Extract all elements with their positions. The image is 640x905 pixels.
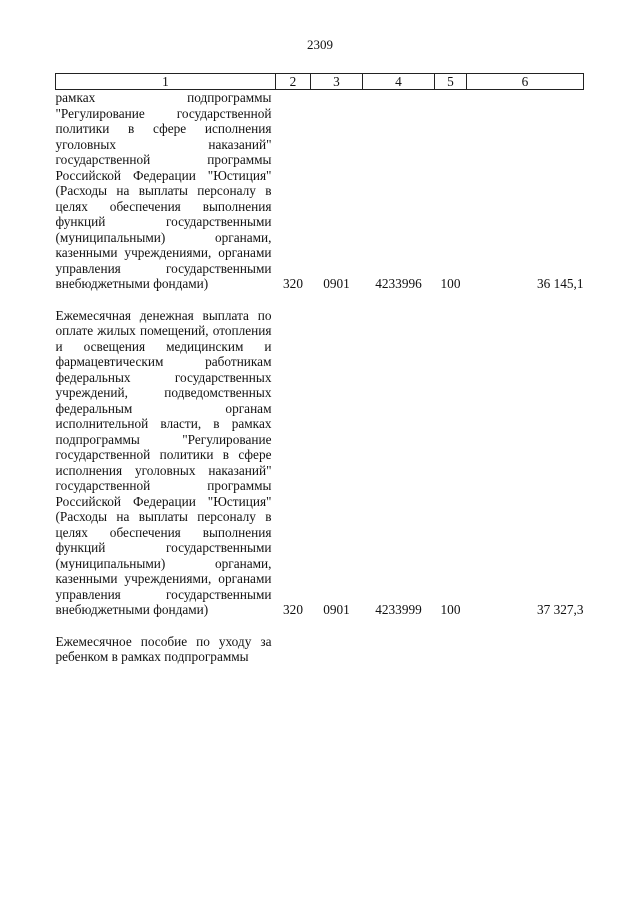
row-target-code: 4233996 — [375, 276, 422, 291]
row-expense-type: 100 — [440, 602, 461, 617]
page-number: 2309 — [307, 37, 333, 52]
column-header-3: 3 — [311, 74, 363, 90]
row-section-code: 0901 — [323, 602, 350, 617]
column-header-6: 6 — [467, 74, 584, 90]
column-header-5: 5 — [435, 74, 467, 90]
budget-table — [55, 73, 584, 665]
table-body — [56, 90, 584, 665]
row-target-code: 4233999 — [375, 602, 422, 617]
row-amount: 36 145,1 — [536, 276, 584, 291]
row-ministry-code: 320 — [283, 602, 303, 617]
row-amount: 37 327,3 — [536, 602, 584, 617]
table-row — [56, 292, 584, 618]
row-ministry-code: 320 — [283, 276, 303, 291]
row-description: рамках подпрограммы "Регулирование государственной политики в сфере исполнения уголовных наказаний" государственной программы Российской Федерации "Юстиция" (Расходы на выплаты персоналу в целях обеспечения выполнения функций государственными (муниципальными) органами, казенными учреждениями, органами управления государственными внебюджетными фондами) — [55, 90, 272, 291]
column-header-1: 1 — [56, 74, 276, 90]
row-description: Ежемесячная денежная выплата по оплате жилых помещений, отопления и освещения медицинским и фармацевтическим работникам федеральных государственных учреждений, подведомственных федеральным органам исполнительной власти, в рамках подпрограммы "Регулирование государственной политики в сфере исполнения уголовных наказаний" государственной программы Российской Федерации "Юстиция" (Расходы на выплаты персоналу в целях обеспечения выполнения функций государственными (муниципальными) органами, казенными учреждениями, органами управления государственными внебюджетными фондами) — [55, 307, 272, 617]
column-header-4: 4 — [363, 74, 435, 90]
row-section-code — [311, 618, 363, 665]
row-expense-type — [435, 618, 467, 665]
row-section-code: 0901 — [323, 276, 350, 291]
row-amount — [467, 618, 584, 665]
row-description: Ежемесячное пособие по уходу за ребенком в рамках подпрограммы — [55, 633, 272, 664]
table-header — [56, 74, 584, 90]
table-row — [56, 90, 584, 292]
table-row — [56, 618, 584, 665]
row-expense-type: 100 — [440, 276, 461, 291]
header-row — [56, 74, 584, 90]
column-header-2: 2 — [276, 74, 311, 90]
row-ministry-code — [276, 618, 311, 665]
row-target-code — [363, 618, 435, 665]
